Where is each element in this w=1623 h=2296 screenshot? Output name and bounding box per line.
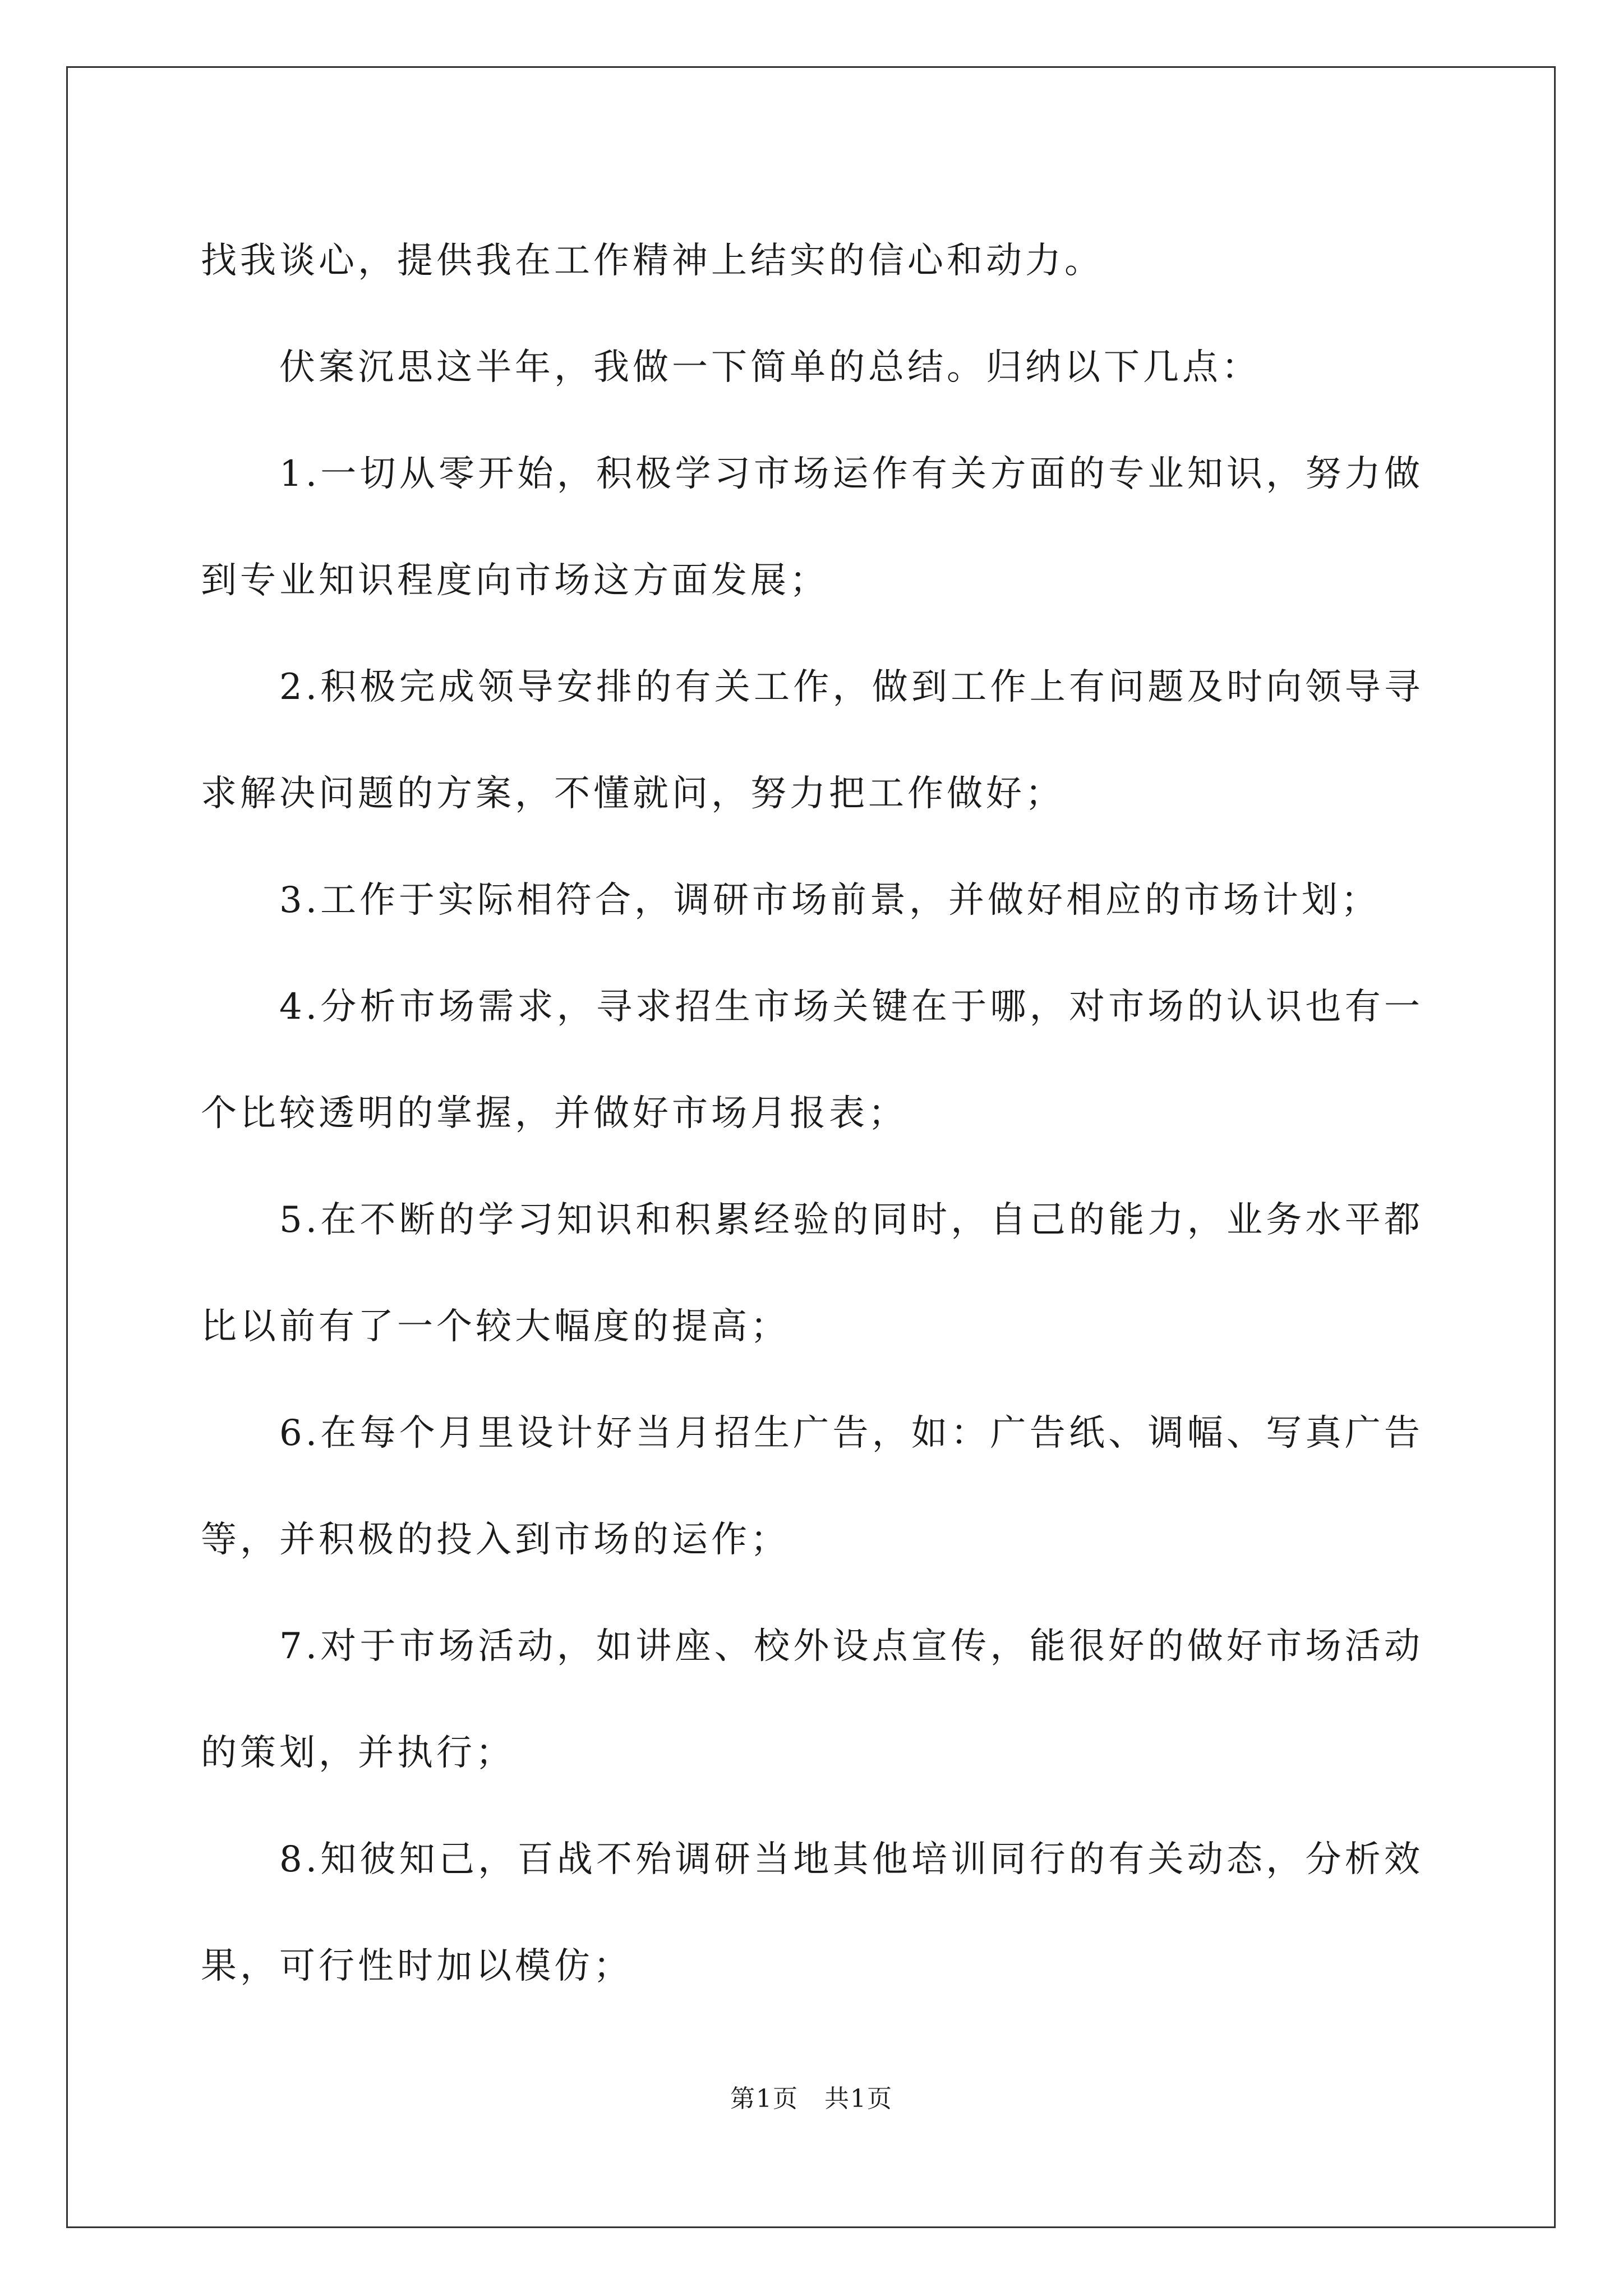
list-item-8: 8.知彼知己，百战不殆调研当地其他培训同行的有关动态，分析效果，可行性时加以模仿； — [201, 1839, 1423, 1987]
paragraph-2: 伏案沉思这半年，我做一下简单的总结。归纳以下几点： — [279, 347, 1261, 388]
list-item-2: 2.积极完成领导安排的有关工作，做到工作上有问题及时向领导寻求解决问题的方案，不懂就问，努力把工作做好； — [201, 666, 1423, 815]
list-item-1: 1.一切从零开始，积极学习市场运作有关方面的专业知识，努力做到专业知识程度向市场这方面发展； — [201, 453, 1423, 601]
list-item-7: 7.对于市场活动，如讲座、校外设点宣传，能很好的做好市场活动的策划，并执行； — [201, 1626, 1423, 1774]
page-footer: 第1页 共1页 — [730, 2085, 893, 2113]
list-item-6: 6.在每个月里设计好当月招生广告，如：广告纸、调幅、写真广告等，并积极的投入到市场的运作； — [201, 1412, 1423, 1561]
paragraph-1: 找我谈心，提供我在工作精神上结实的信心和动力。 — [201, 240, 1104, 282]
document-body — [201, 208, 1423, 2019]
list-item-3: 3.工作于实际相符合，调研市场前景，并做好相应的市场计划； — [279, 880, 1381, 921]
list-item-4: 4.分析市场需求，寻求招生市场关键在于哪，对市场的认识也有一个比较透明的掌握，并做好市场月报表； — [201, 986, 1423, 1134]
list-item-5: 5.在不断的学习知识和积累经验的同时，自己的能力，业务水平都比以前有了一个较大幅度的提高； — [201, 1199, 1423, 1347]
